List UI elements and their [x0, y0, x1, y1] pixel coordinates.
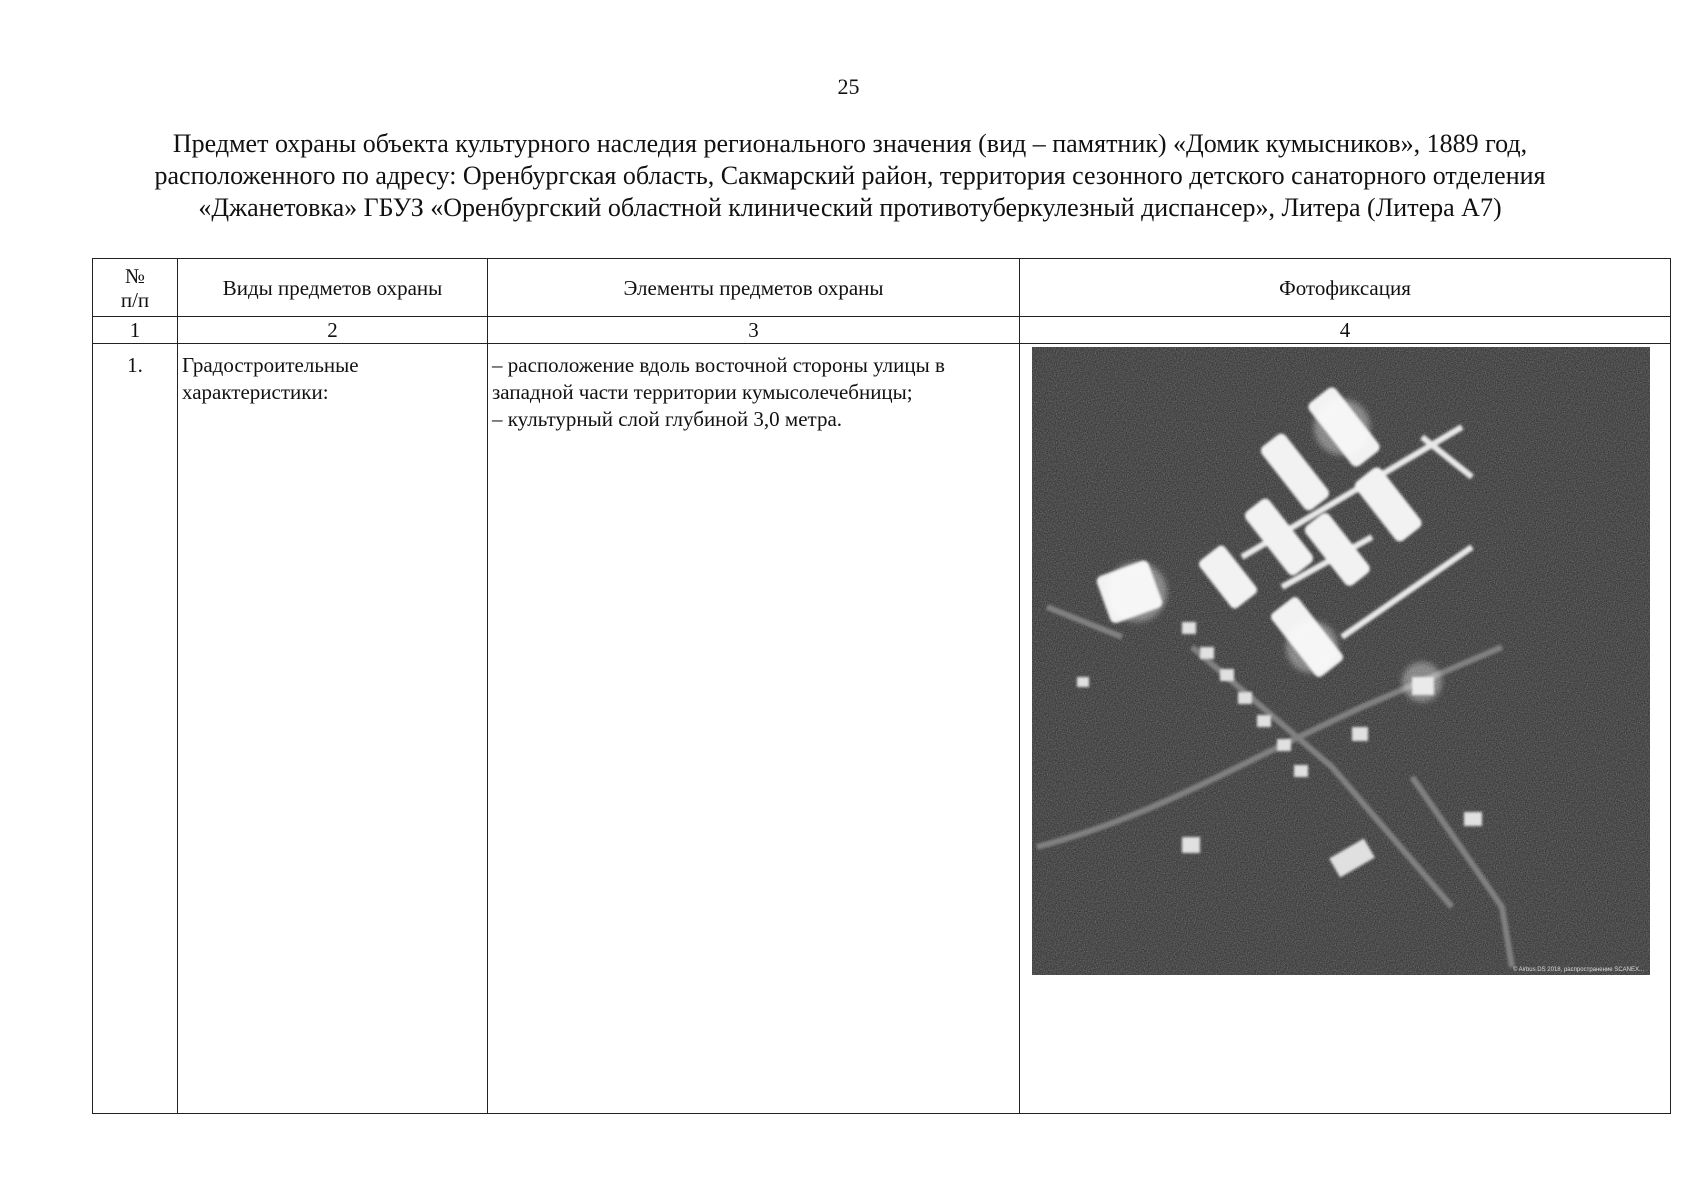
header-num — [93, 259, 178, 317]
column-number-row — [93, 317, 1671, 344]
photo-credit: © Airbus DS 2018, распространение SCANEX... — [1512, 967, 1644, 973]
row-kind: Градостроительные характеристики: — [178, 344, 488, 1114]
header-num-line2: п/п — [120, 287, 150, 312]
row-number: 1. — [93, 344, 178, 1114]
protection-table — [92, 258, 1671, 1114]
header-photo: Фотофиксация — [1020, 259, 1671, 317]
element-item: – культурный слой глубиной 3,0 метра. — [492, 407, 843, 431]
header-kind: Виды предметов охраны — [178, 259, 488, 317]
table-row — [93, 344, 1671, 1114]
column-number: 4 — [1020, 317, 1671, 344]
element-item: – расположение вдоль восточной стороны улицы в западной части территории кумысолечебницы; — [492, 353, 945, 404]
page-number: 25 — [837, 74, 860, 99]
table-header-row — [93, 259, 1671, 317]
document-title — [90, 128, 1610, 224]
title-line-2: расположенного по адресу: Оренбургская область, Сакмарский район, территория сезонного детского санаторного отделения — [154, 161, 1546, 190]
title-line-1: Предмет охраны объекта культурного наследия регионального значения (вид – памятник) «Домик кумысников», 1889 год, — [172, 129, 1528, 158]
column-number: 3 — [488, 317, 1020, 344]
column-number: 1 — [93, 317, 178, 344]
title-line-3: «Джанетовка» ГБУЗ «Оренбургский областной клинический противотуберкулезный диспансер», Литера (Литера А7) — [198, 193, 1502, 222]
row-photo-cell — [1020, 344, 1671, 1114]
header-elements: Элементы предметов охраны — [488, 259, 1020, 317]
satellite-photo — [1032, 347, 1650, 975]
column-number: 2 — [178, 317, 488, 344]
header-num-line1: № — [124, 263, 146, 288]
row-elements — [488, 344, 1020, 1114]
